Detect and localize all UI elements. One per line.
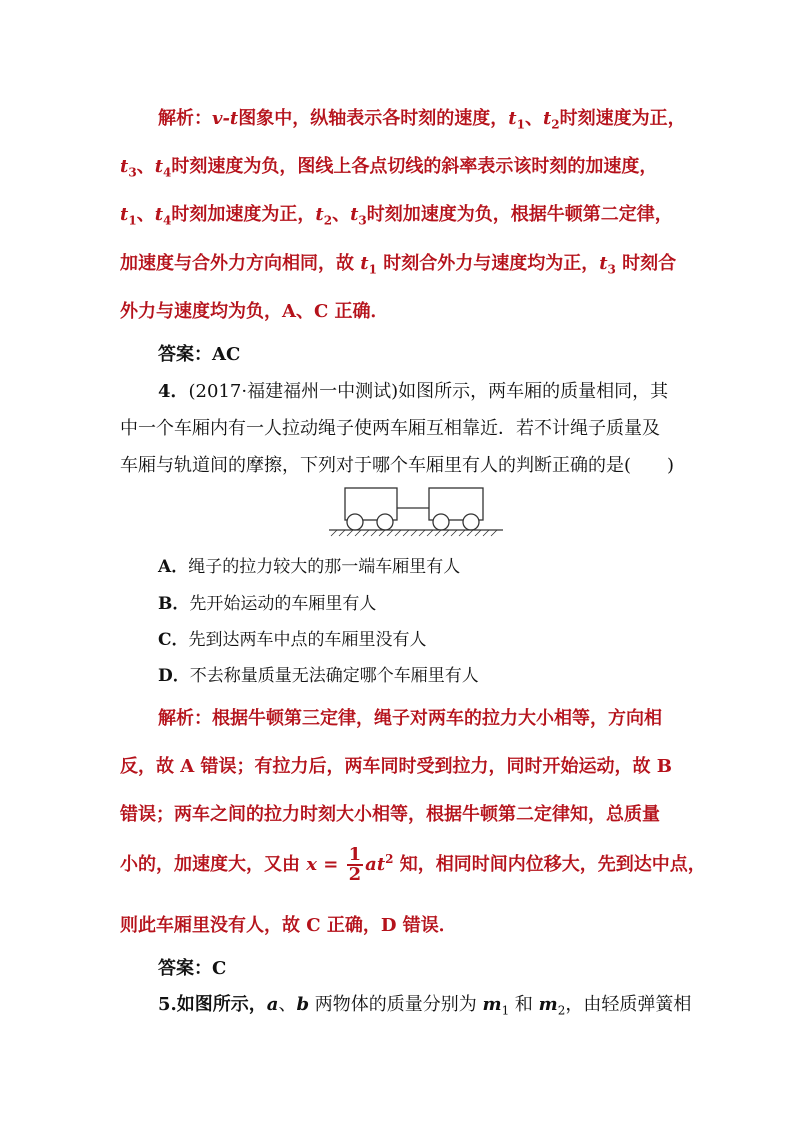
track-hatching xyxy=(331,530,497,536)
option-a: A．绳子的拉力较大的那一端车厢里有人 xyxy=(158,557,461,577)
prev-answer xyxy=(158,340,794,366)
prev-solution-line-2: $t_3$、$t_4$时刻速度为负，图线上各点切线的斜率表示该时刻的加速度， xyxy=(120,156,658,180)
prev-solution-line-3: $t_1$、$t_4$时刻加速度为正，$t_2$、$t_3$时刻加速度为负，根据牛顿第二定律， xyxy=(120,204,673,228)
prev-solution-line-4: 加速度与合外力方向相同，故 $t_1$ 时刻合外力与速度均为正，$t_3$ 时刻合 xyxy=(120,253,677,277)
two-carriages-figure xyxy=(325,484,507,540)
solution-label: 解析 xyxy=(158,108,194,129)
answer-label: 答案： xyxy=(158,958,212,979)
question-5-line-1: 5.如图所示，a、b 两物体的质量分别为 $m_1$ 和 $m_2$，由轻质弹簧相 xyxy=(158,994,692,1018)
question-4-line-2: 中一个车厢内有一人拉动绳子使两车厢互相靠近．若不计绳子质量及 xyxy=(120,418,660,439)
wheel xyxy=(433,514,449,530)
wheel xyxy=(347,514,363,530)
option-b: B．先开始运动的车厢里有人 xyxy=(158,594,377,614)
answer-label: 答案： xyxy=(158,344,212,365)
q4-solution-line-2: 反，故 A 错误；有拉力后，两车同时受到拉力，同时开始运动，故 B xyxy=(120,756,672,777)
answer-value: AC xyxy=(212,344,241,365)
answer-value: C xyxy=(212,958,227,979)
q4-solution-line-4: 小的，加速度大，又由 x = $\frac{1}{2}$ $at^2$ 知，相同时间内位移大，先到达中点， xyxy=(120,844,706,885)
q4-solution-line-1: 解析：根据牛顿第三定律，绳子对两车的拉力大小相等，方向相 xyxy=(158,708,662,729)
q4-solution-line-3: 错误；两车之间的拉力时刻大小相等，根据牛顿第二定律知，总质量 xyxy=(120,804,660,825)
solution-label: 解析 xyxy=(158,708,194,729)
question-number: 4． xyxy=(158,381,189,402)
wheel xyxy=(463,514,479,530)
option-d: D．不去称量质量无法确定哪个车厢里有人 xyxy=(158,666,479,686)
question-4-line-3: 车厢与轨道间的摩擦，下列对于哪个车厢里有人的判断正确的是( ) xyxy=(120,455,675,476)
q4-solution-line-5: 则此车厢里没有人，故 C 正确，D 错误． xyxy=(120,915,457,936)
wheel xyxy=(377,514,393,530)
prev-solution-line-5: 外力与速度均为负，A、C 正确． xyxy=(120,301,389,322)
option-c: C．先到达两车中点的车厢里没有人 xyxy=(158,630,427,650)
fraction-one-half: $\frac{1}{2}$ xyxy=(348,844,362,885)
prev-solution-line-1: 解析：v-t图象中，纵轴表示各时刻的速度，$t_1$、$t_2$时刻速度为正， xyxy=(158,108,686,132)
q4-answer xyxy=(158,954,794,980)
question-source: (2017·福建福州一中测试) xyxy=(188,381,399,402)
question-4-line-1: 4．(2017·福建福州一中测试)如图所示，两车厢的质量相同，其 xyxy=(158,381,669,402)
